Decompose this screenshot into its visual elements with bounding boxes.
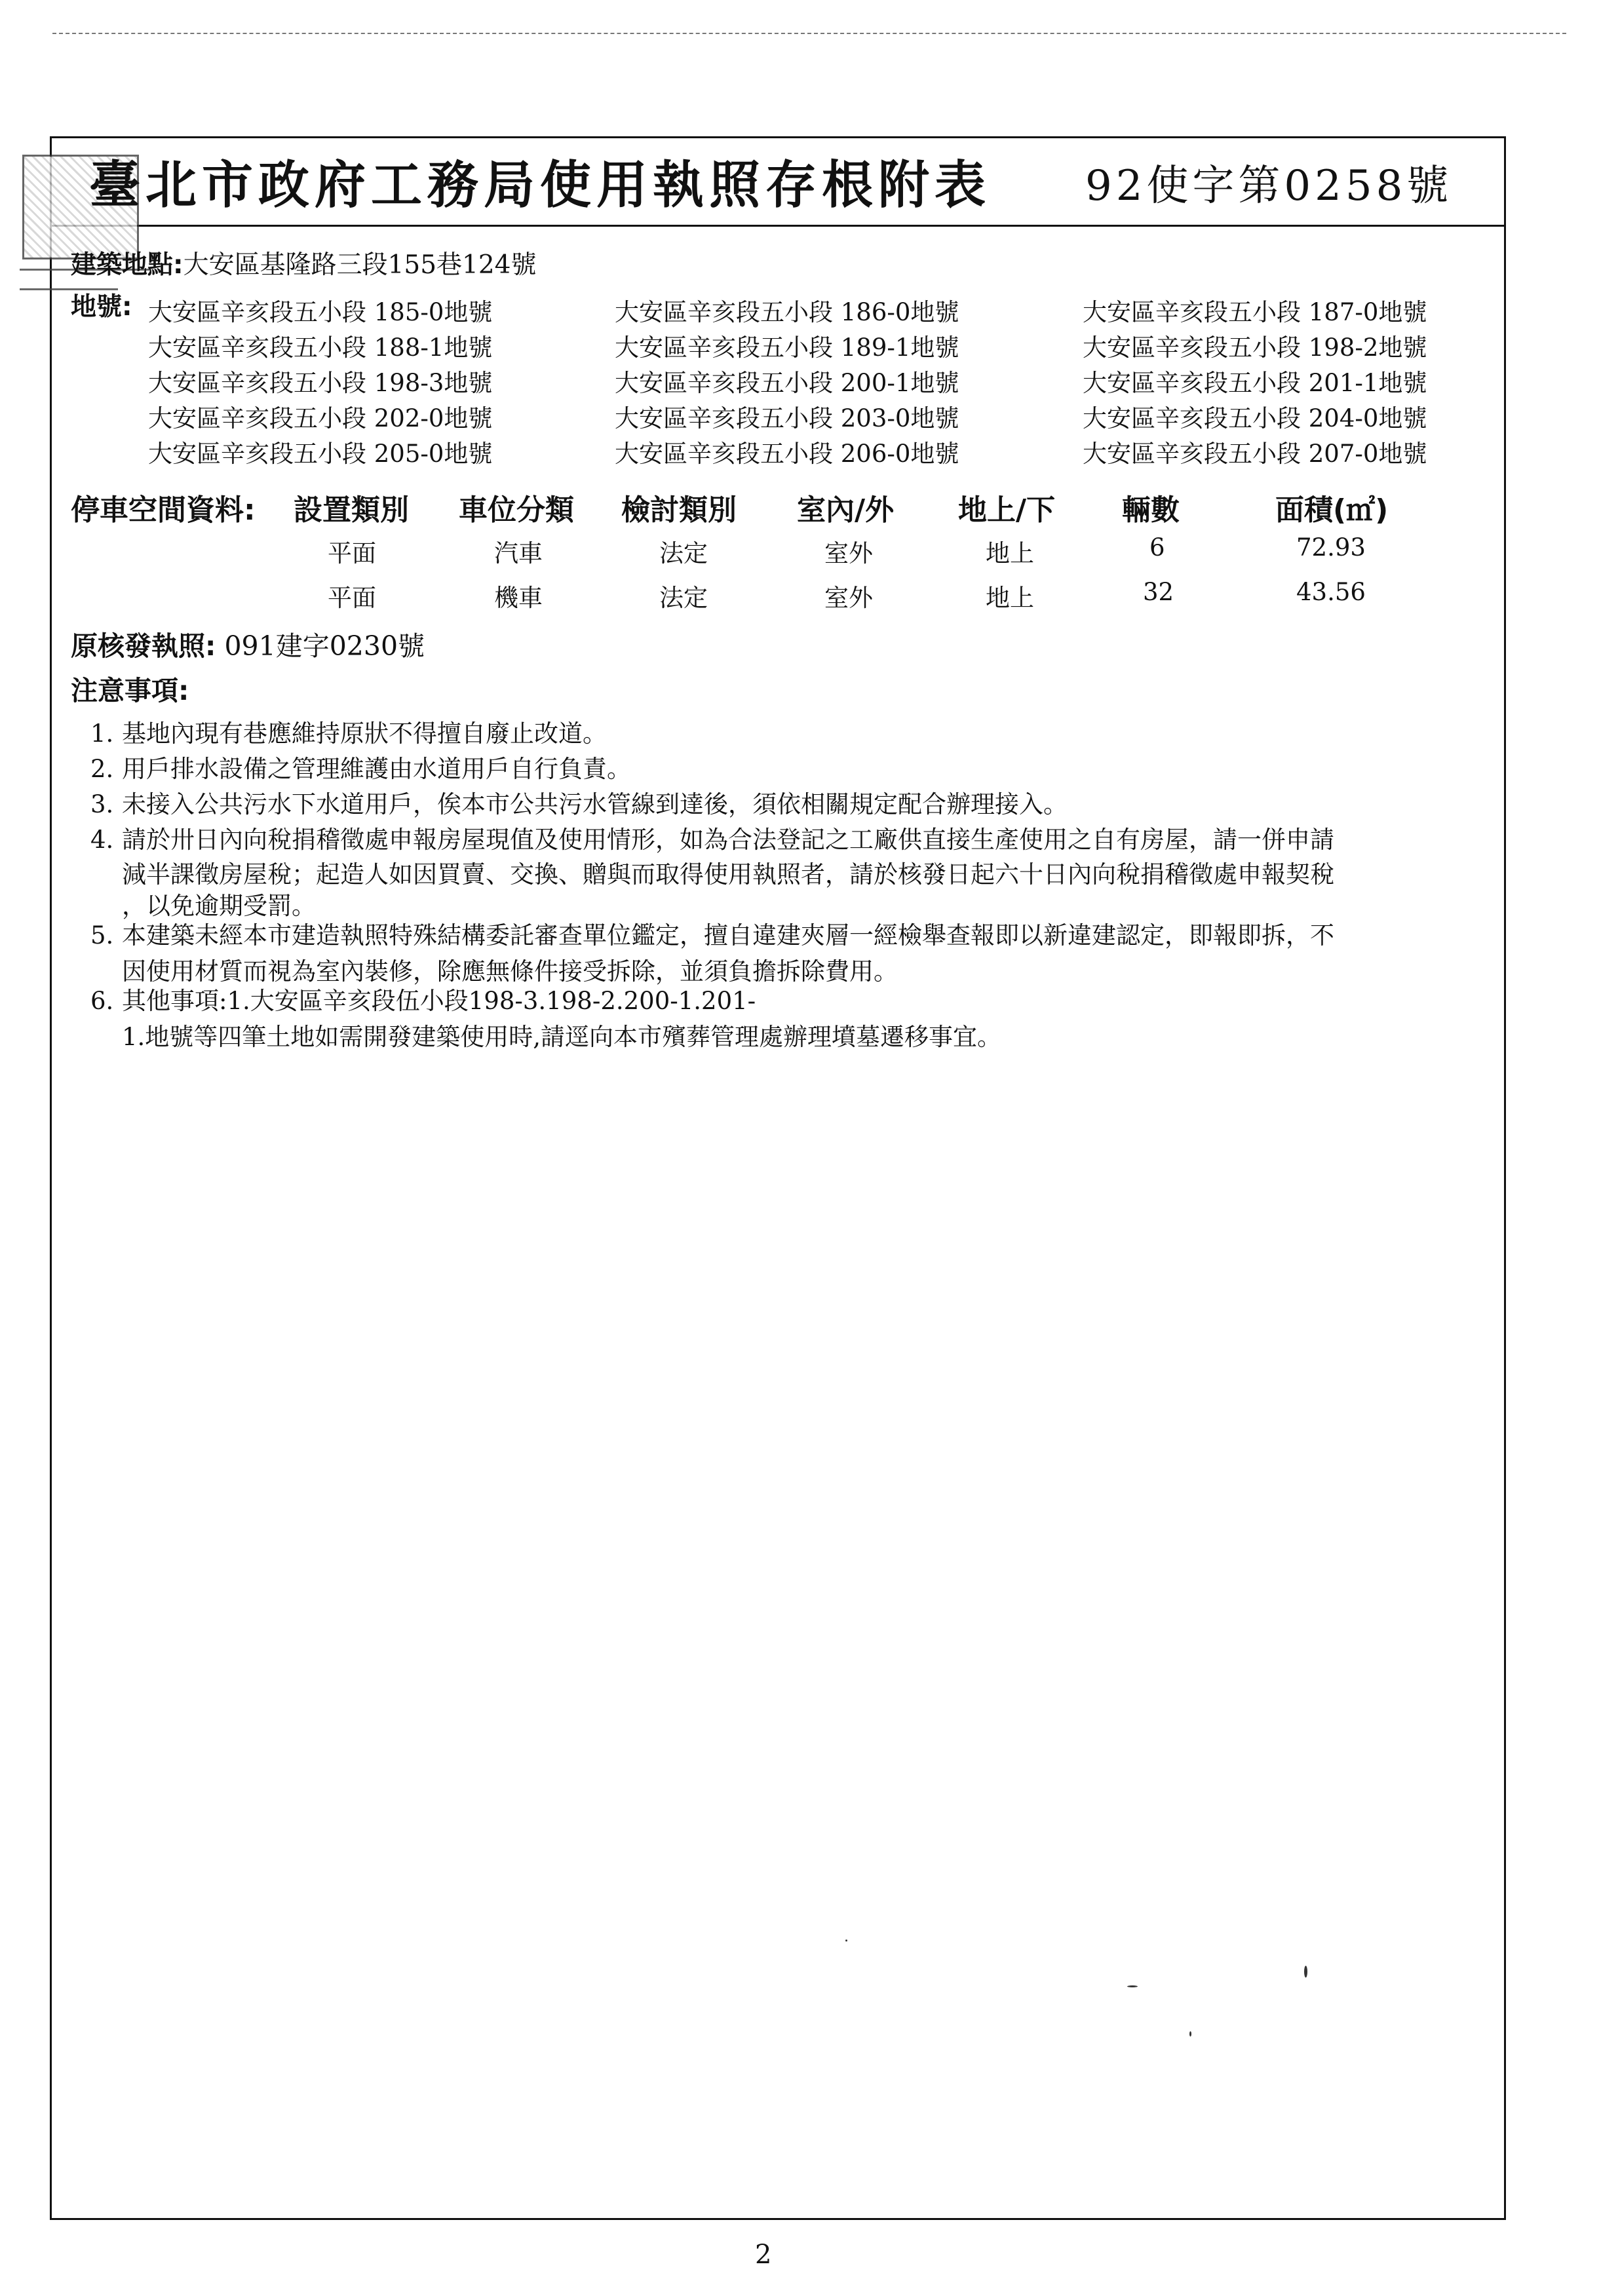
note-item: 2. 用戶排水設備之管理維護由水道用戶自行負責。 [90, 755, 631, 783]
parking-cell: 6 [1149, 533, 1165, 562]
scan-speck [845, 1940, 847, 1942]
parking-cell: 機車 [494, 584, 543, 612]
note-continuation: 因使用材質而視為室內裝修，除應無條件接受拆除，並須負擔拆除費用。 [122, 957, 898, 985]
parking-cell: 地上 [986, 539, 1034, 567]
title-divider [50, 225, 1506, 227]
parking-header-indoor: 室內/外 [797, 493, 895, 527]
parking-cell: 72.93 [1296, 533, 1366, 562]
lot-item: 大安區辛亥段五小段 204-0地號 [1083, 404, 1427, 432]
site-address-label: 建築地點: [71, 250, 183, 280]
parking-cell: 汽車 [494, 539, 543, 567]
lot-item: 大安區辛亥段五小段 205-0地號 [148, 440, 493, 468]
lot-item: 大安區辛亥段五小段 189-1地號 [615, 334, 959, 362]
scan-speck [1127, 1985, 1138, 1987]
parking-cell: 法定 [659, 539, 708, 567]
lots-label: 地號: [71, 292, 132, 322]
parking-cell: 32 [1143, 578, 1174, 606]
original-permit-value: 091建字0230號 [224, 630, 425, 662]
site-address [71, 250, 537, 281]
lot-item: 大安區辛亥段五小段 198-2地號 [1083, 334, 1427, 362]
lot-item: 大安區辛亥段五小段 186-0地號 [615, 298, 959, 326]
lot-item: 大安區辛亥段五小段 185-0地號 [148, 298, 493, 326]
note-item: 1. 基地內現有巷應維持原狀不得擅自廢止改道。 [90, 719, 607, 748]
scan-top-line [52, 33, 1566, 34]
original-permit-label: 原核發執照: [71, 630, 216, 662]
site-address-value: 大安區基隆路三段155巷124號 [183, 250, 537, 280]
parking-header-count: 輛數 [1122, 493, 1180, 527]
lot-item: 大安區辛亥段五小段 188-1地號 [148, 334, 493, 362]
note-item: 6. 其他事項:1.大安區辛亥段伍小段198-3.198-2.200-1.201- [90, 987, 756, 1015]
lot-item: 大安區辛亥段五小段 207-0地號 [1083, 440, 1427, 468]
parking-cell: 室外 [824, 539, 873, 567]
lot-item: 大安區辛亥段五小段 187-0地號 [1083, 298, 1427, 326]
note-continuation: 1.地號等四筆土地如需開發建築使用時,請逕向本市殯葬管理處辦理墳墓遷移事宜。 [122, 1023, 1002, 1051]
lot-item: 大安區辛亥段五小段 201-1地號 [1083, 369, 1427, 397]
lot-item: 大安區辛亥段五小段 206-0地號 [615, 440, 959, 468]
parking-cell: 室外 [824, 584, 873, 612]
parking-header-vehicle: 車位分類 [459, 493, 574, 527]
parking-header-level: 地上/下 [958, 493, 1056, 527]
note-item: 4. 請於卅日內向稅捐稽徵處申報房屋現值及使用情形，如為合法登記之工廠供直接生產使用之自有房屋，請一併申請 [90, 826, 1334, 854]
page-number: 2 [755, 2240, 772, 2270]
scan-speck [1304, 1966, 1307, 1978]
page-title: 臺北市政府工務局使用執照存根附表 [89, 156, 992, 215]
note-item: 5. 本建築未經本市建造執照特殊結構委託審查單位鑑定，擅自違建夾層一經檢舉查報即以新違建認定，即報即拆，不 [90, 921, 1334, 949]
parking-label: 停車空間資料: [71, 493, 256, 527]
stamp-mark [20, 288, 118, 290]
lot-item: 大安區辛亥段五小段 200-1地號 [615, 369, 959, 397]
parking-cell: 平面 [328, 539, 376, 567]
lot-item: 大安區辛亥段五小段 198-3地號 [148, 369, 493, 397]
note-continuation: ，以免逾期受罰。 [122, 892, 316, 920]
permit-number: 92使字第0258號 [1085, 162, 1453, 210]
original-permit [71, 630, 425, 662]
lot-item: 大安區辛亥段五小段 203-0地號 [615, 404, 959, 432]
parking-header-type: 設置類別 [294, 493, 409, 527]
parking-header-area: 面積(㎡) [1275, 493, 1389, 527]
lot-item: 大安區辛亥段五小段 202-0地號 [148, 404, 493, 432]
parking-header-review: 檢討類別 [621, 493, 737, 527]
parking-cell: 43.56 [1296, 578, 1366, 606]
parking-cell: 法定 [659, 584, 708, 612]
parking-cell: 地上 [986, 584, 1034, 612]
parking-cell: 平面 [328, 584, 376, 612]
notes-heading: 注意事項: [71, 675, 189, 706]
note-continuation: 減半課徵房屋稅；起造人如因買賣、交換、贈與而取得使用執照者，請於核發日起六十日內向稅捐稽徵處申報契稅 [122, 860, 1334, 889]
scan-speck [1189, 2031, 1191, 2037]
note-item: 3. 未接入公共污水下水道用戶，俟本市公共污水管線到達後，須依相關規定配合辦理接入。 [90, 790, 1068, 818]
